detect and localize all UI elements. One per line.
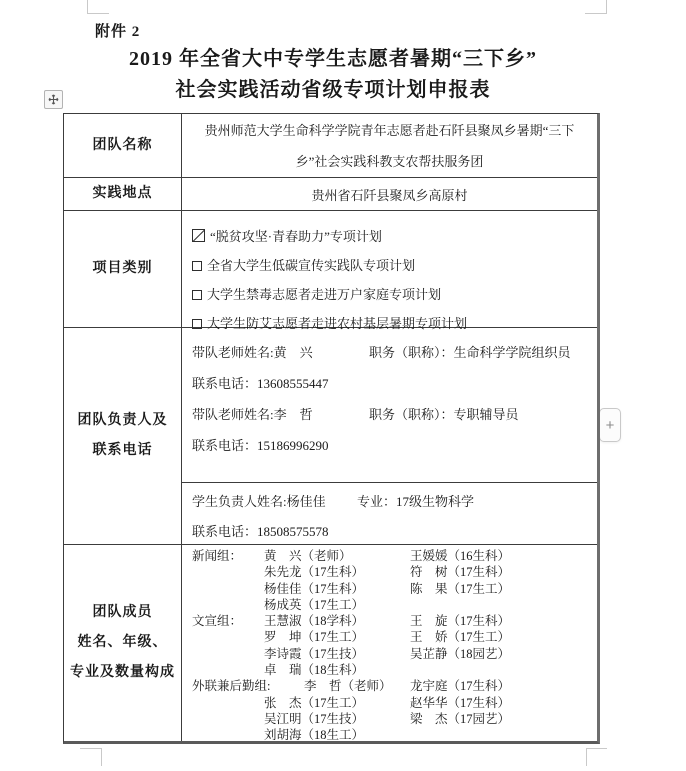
group-label: 外联兼后勤组:: [192, 679, 271, 694]
member-line: [192, 597, 593, 613]
student-leader-subcell[interactable]: [182, 483, 597, 543]
crop-mark-top-right: [606, 0, 607, 14]
member-line: [192, 564, 593, 580]
member-name: 吴芷静（18园艺）: [410, 646, 511, 661]
crop-mark-bottom-right: [586, 748, 607, 749]
checkbox-checked-icon[interactable]: [192, 229, 205, 242]
teacher2-phone: 联系电话：15186996290: [192, 438, 329, 453]
group-label: [192, 629, 264, 645]
member-line: [192, 662, 593, 678]
member-line: [192, 678, 593, 694]
member-name: 杨佳佳（17生科）: [264, 581, 365, 596]
practice-location-label-cell: [64, 178, 182, 210]
crop-mark-bottom-right: [586, 748, 587, 766]
teacher2-name: 带队老师姓名:李 哲: [192, 407, 313, 422]
attachment-label: 附件 2: [95, 24, 141, 40]
member-line: [192, 548, 593, 564]
members-label-cell: [64, 545, 182, 741]
teacher2-title: 职务（职称）：专职辅导员: [369, 407, 519, 422]
team-name-value: 贵州师范大学生命科学学院青年志愿者赴石阡县聚凤乡暑期“三下乡”社会实践科教支农帮扶服务团: [204, 122, 575, 169]
member-name: 赵华华（17生科）: [410, 695, 511, 710]
student-line: [192, 487, 587, 517]
project-option-label: 大学生防艾志愿者走进农村基层暑期专项计划: [207, 316, 468, 331]
group-label: [192, 597, 264, 613]
group-label: 文宣组：: [192, 614, 243, 629]
member-name: 龙宇庭（17生科）: [410, 679, 511, 694]
checkbox-icon[interactable]: [192, 261, 202, 271]
member-name: 梁 杰（17园艺）: [410, 711, 511, 726]
page-title-line1: 2019 年全省大中专学生志愿者暑期“三下乡”: [129, 48, 537, 70]
teacher2-line: [192, 399, 587, 430]
teacher1-title: 职务（职称）：生命科学学院组织员: [369, 345, 571, 360]
team-name-label-cell: [64, 114, 182, 177]
row-label: 专业及数量构成: [70, 665, 175, 680]
teacher1-name: 带队老师姓名:黄 兴: [192, 345, 313, 360]
member-name: 陈 果（17生工）: [410, 581, 511, 596]
member-line: [192, 613, 593, 629]
page-title-line2: 社会实践活动省级专项计划申报表: [175, 79, 491, 101]
member-name: 王慧淑（18学科）: [264, 614, 365, 629]
group-label: 新闻组：: [192, 549, 243, 563]
row-label: 团队成员: [92, 605, 153, 620]
row-label: 联系电话: [92, 443, 153, 458]
member-name: 王 旋（17生科）: [410, 614, 511, 629]
application-form-table: [63, 113, 600, 744]
crop-mark-bottom-left: [101, 748, 102, 766]
member-name: [410, 727, 593, 743]
student-phone: 联系电话：18508575578: [192, 524, 329, 539]
member-name: 罗 坤（17生工）: [264, 630, 365, 645]
project-option: [192, 251, 591, 280]
group-label: [192, 646, 264, 662]
group-label: [192, 695, 264, 711]
group-label: [192, 662, 264, 678]
member-name: 李 哲（老师）: [304, 679, 392, 694]
table-row-leaders: [64, 328, 597, 545]
member-name: [410, 662, 593, 678]
project-option-label: “脱贫攻坚·青春助力”专项计划: [210, 229, 382, 244]
checkbox-icon[interactable]: [192, 290, 202, 300]
teacher1-line: [192, 337, 587, 368]
group-label: [192, 727, 264, 743]
crop-mark-bottom-left: [80, 748, 102, 749]
practice-location-value: 贵州省石阡县聚凤乡高原村: [311, 187, 468, 203]
student-major: 专业：17级生物科学: [357, 494, 475, 509]
member-line: [192, 695, 593, 711]
members-value-cell[interactable]: [182, 545, 597, 741]
table-row-members: [64, 545, 597, 741]
row-label: 团队名称: [92, 137, 153, 153]
group-label: [192, 711, 264, 727]
row-label: 姓名、年级、: [77, 635, 168, 650]
member-name: 符 树（17生科）: [410, 565, 511, 580]
project-option-label: 大学生禁毒志愿者走进万户家庭专项计划: [207, 287, 442, 302]
member-name: 刘胡海（18生工）: [264, 728, 365, 743]
project-option: [192, 222, 591, 251]
member-name: 王媛媛（16生科）: [410, 549, 511, 563]
member-line: [192, 727, 593, 743]
table-row-project-category: [64, 211, 597, 331]
member-name: 杨成英（17生工）: [264, 597, 365, 612]
group-label: [192, 581, 264, 597]
member-name: 吴江明（17生技）: [264, 711, 365, 726]
teacher1-phone: 联系电话：13608555447: [192, 376, 329, 391]
leaders-label-cell: [64, 328, 182, 544]
member-line: [192, 629, 593, 645]
member-name: 朱先龙（17生科）: [264, 565, 365, 580]
add-row-button[interactable]: +: [599, 408, 621, 442]
crop-mark-top-left: [87, 0, 88, 14]
project-category-value-cell[interactable]: [182, 211, 597, 331]
row-label: 实践地点: [92, 186, 153, 201]
table-row-team-name: [64, 114, 597, 178]
teachers-subcell[interactable]: [182, 328, 597, 483]
row-label: 项目类别: [92, 261, 153, 276]
member-line: [192, 646, 593, 662]
team-name-value-cell[interactable]: [182, 114, 597, 177]
member-name: 李诗霞（17生技）: [264, 646, 365, 661]
member-name: 卓 瑞（18生科）: [264, 663, 365, 678]
member-line: [192, 581, 593, 597]
group-label: [192, 564, 264, 580]
student-name: 学生负责人姓名:杨佳佳: [192, 494, 326, 509]
table-row-practice-location: [64, 178, 597, 211]
member-name: [410, 597, 593, 613]
member-name: 王 娇（17生工）: [410, 630, 511, 645]
member-line: [192, 711, 593, 727]
member-name: 黄 兴（老师）: [264, 549, 352, 563]
project-option-label: 全省大学生低碳宣传实践队专项计划: [207, 258, 416, 273]
crop-mark-top-left: [87, 13, 109, 14]
project-category-label-cell: [64, 211, 182, 327]
member-name: 张 杰（17生工）: [264, 695, 365, 710]
crop-mark-top-right: [585, 13, 607, 14]
project-option: [192, 280, 591, 309]
row-label: 团队负责人及: [77, 413, 168, 428]
practice-location-value-cell[interactable]: [182, 178, 597, 210]
leaders-value-cell: [182, 328, 597, 544]
